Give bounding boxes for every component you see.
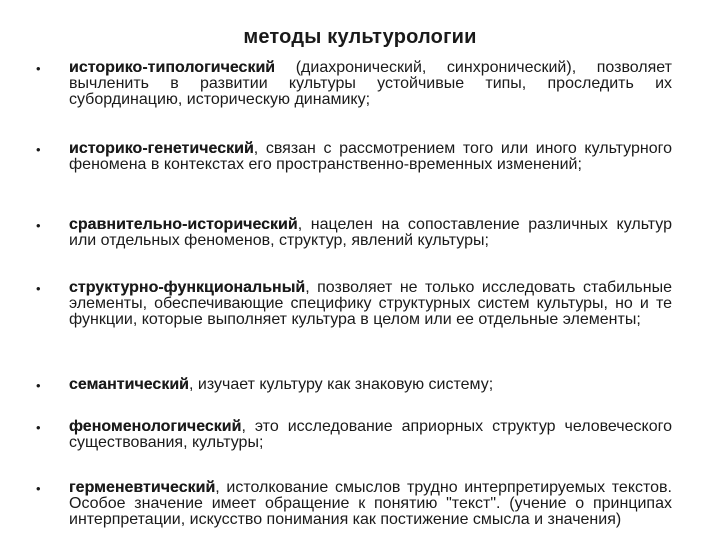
method-description: , изучает культуру как знаковую систему; <box>189 376 494 393</box>
method-term: феноменологический <box>69 418 242 435</box>
method-text <box>69 141 672 173</box>
method-term: структурно-функциональный <box>69 279 306 296</box>
method-description: , связан с рассмотрением того или иного культурного феномена в контекстах его пространственно-временных изменений; <box>69 140 672 173</box>
method-description: , истолкование смыслов трудно интерпретируемых текстов. Особое значение имеет обращение к понятию "текст". (учение о принципах интерпретации, искусство понимания как постижение смысла и значения) <box>69 479 672 528</box>
bullet-icon: • <box>36 61 41 76</box>
method-text <box>69 217 672 249</box>
method-term: семантический <box>69 376 189 393</box>
bullet-icon: • <box>36 218 41 233</box>
method-description: , нацелен на сопоставление различных культур или отдельных феноменов, структур, явлений культуры; <box>69 216 672 249</box>
bullet-icon: • <box>36 481 41 496</box>
method-description: , это исследование априорных структур человеческого существования, культуры; <box>69 418 672 451</box>
method-term: историко-типологический <box>69 59 276 76</box>
method-text <box>69 480 672 528</box>
method-text <box>69 377 672 393</box>
bullet-icon: • <box>36 142 41 157</box>
method-text <box>69 419 672 451</box>
page-title: методы культурологии <box>243 26 477 48</box>
method-text <box>69 280 672 328</box>
method-term: историко-генетический <box>69 140 254 157</box>
method-description: , позволяет не только исследовать стабильные элементы, обеспечивающие специфику структурных систем культуры, но и те функции, которые выполняет культура в целом или ее отдельные элементы; <box>69 279 672 328</box>
method-term: сравнительно-исторический <box>69 216 298 233</box>
bullet-icon: • <box>36 420 41 435</box>
bullet-icon: • <box>36 281 41 296</box>
bullet-icon: • <box>36 378 41 393</box>
method-description: (диахронический, синхронический), позволяет вычленить в развитии культуры устойчивые типы, проследить их субординацию, историческую динамику; <box>69 59 672 108</box>
method-term: герменевтический <box>69 479 216 496</box>
method-text <box>69 60 672 108</box>
